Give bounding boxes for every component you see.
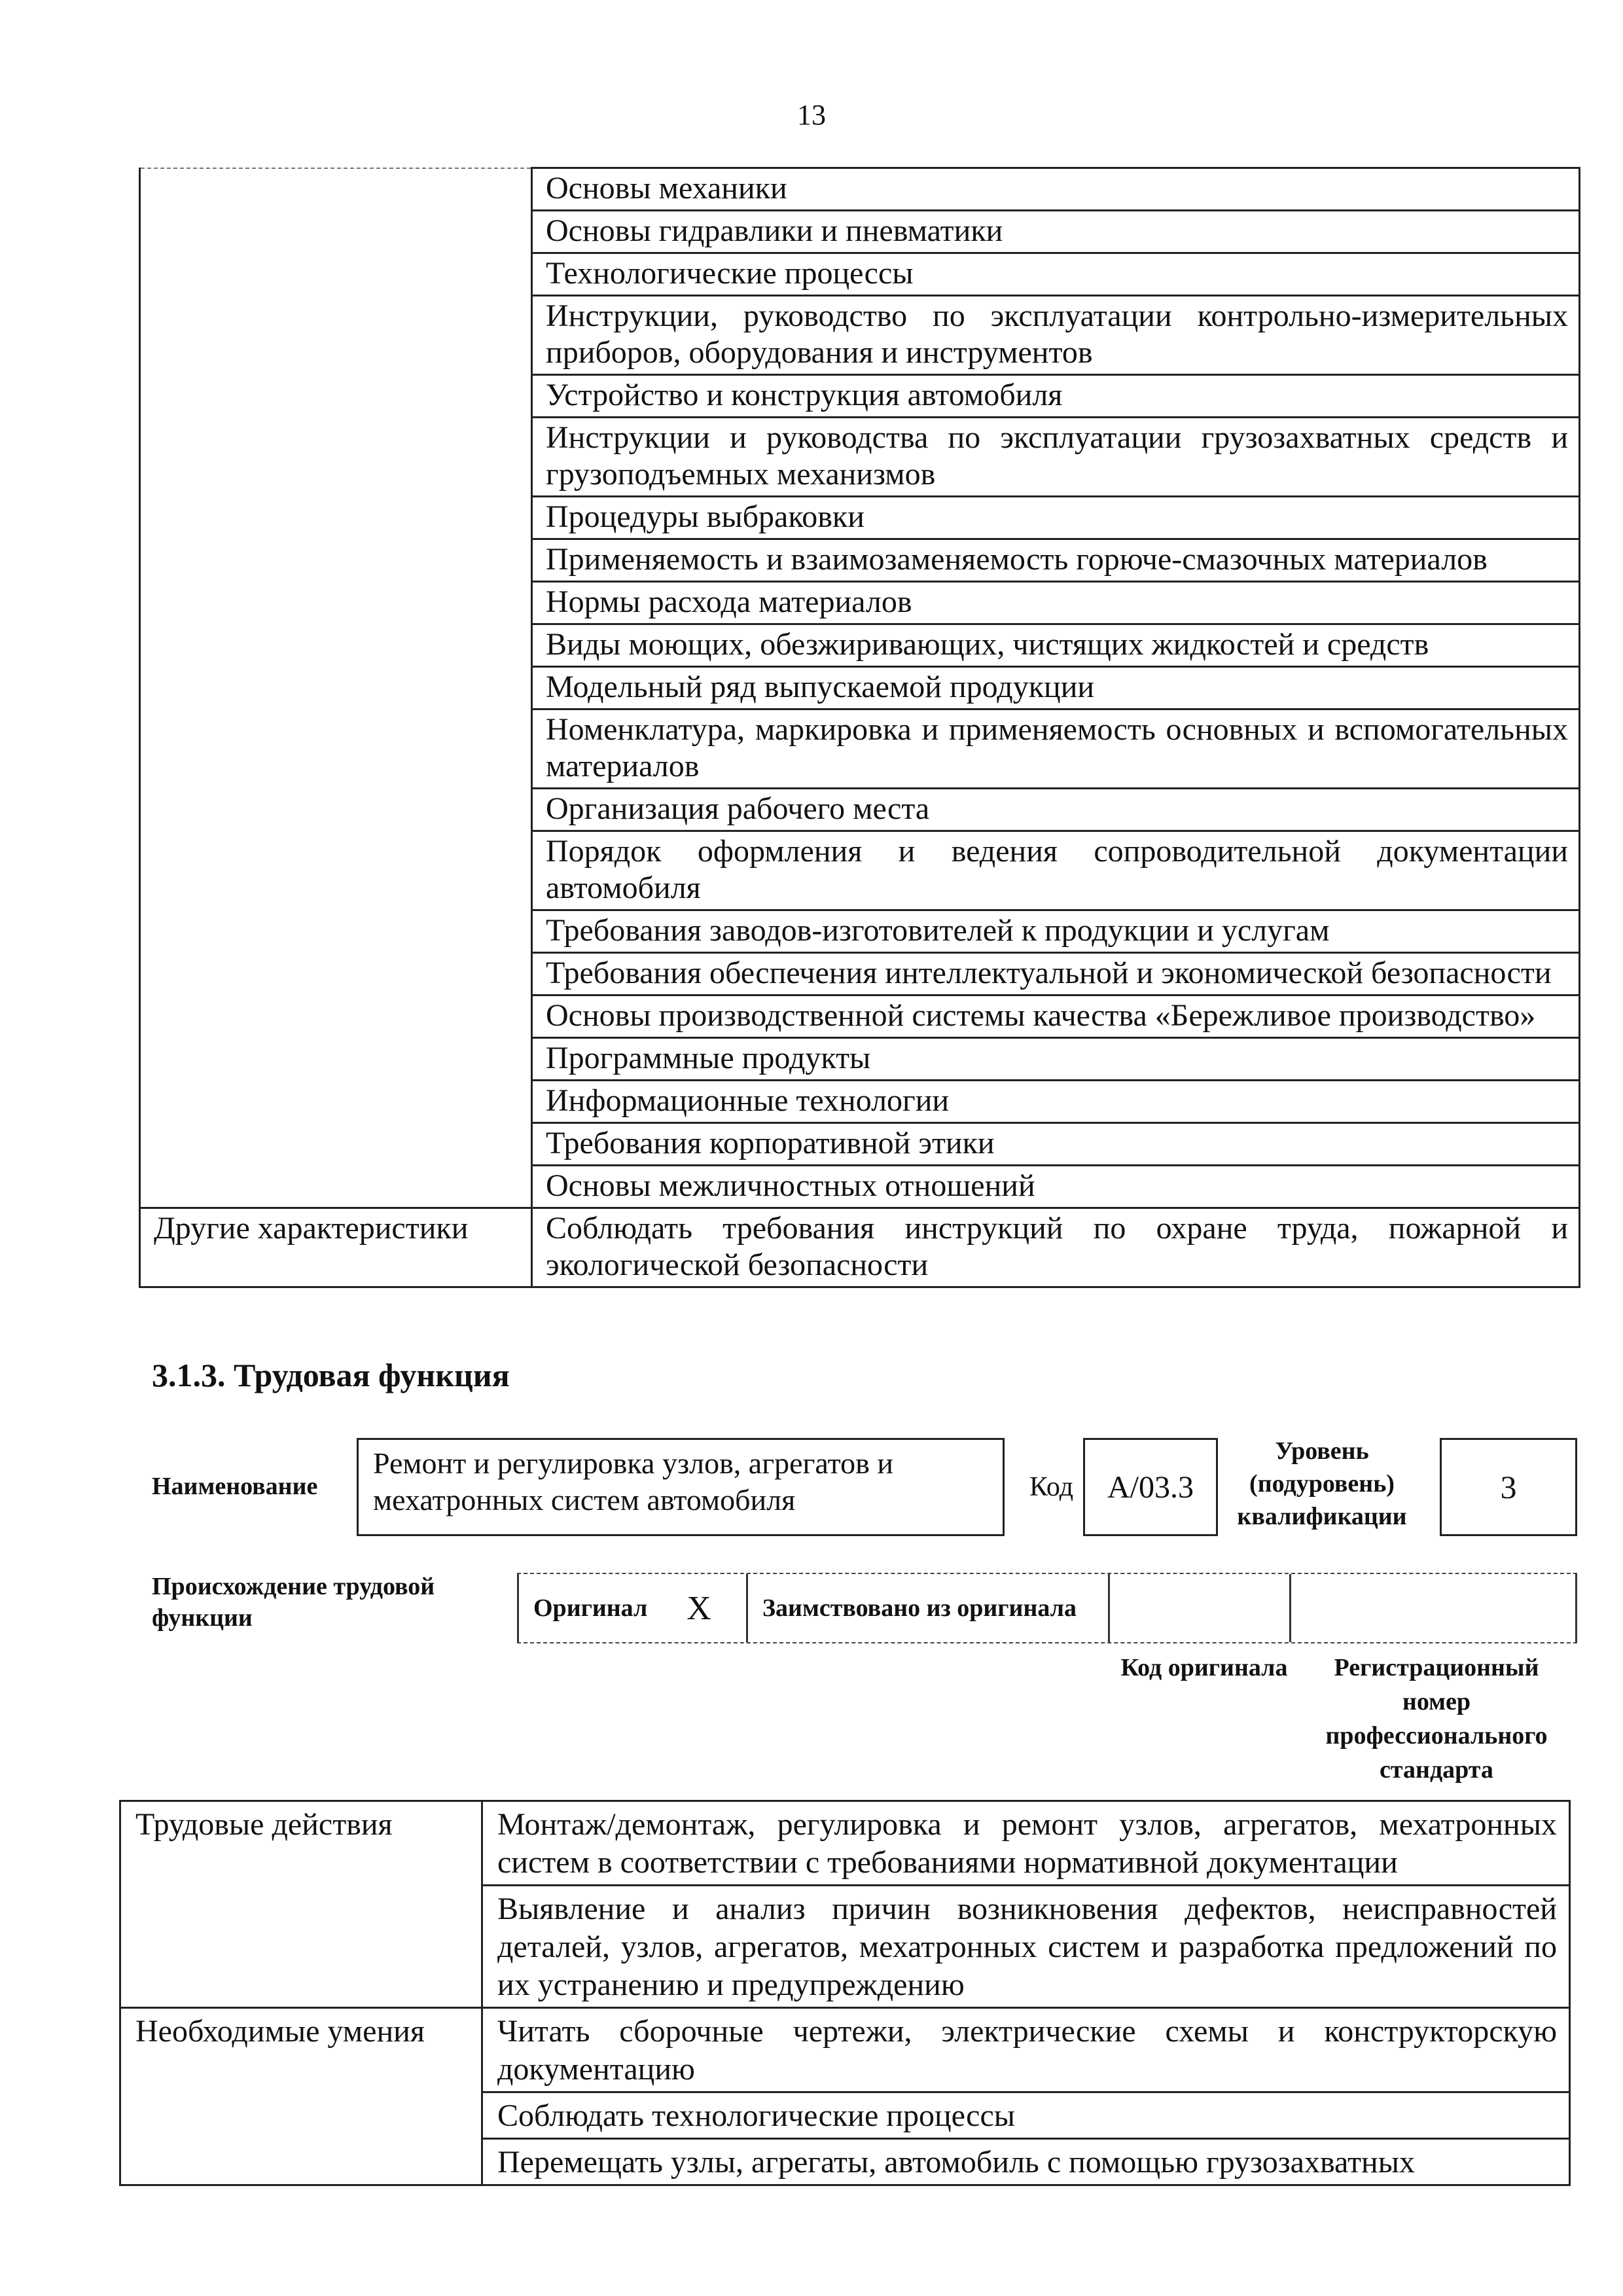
origin-original-cell: [517, 1574, 746, 1642]
table-row: [120, 1801, 1570, 1886]
table-row: [140, 168, 1580, 211]
page-number: 13: [797, 99, 826, 131]
action-item: Выявление и анализ причин возникновения дефектов, неисправностей деталей, узлов, агрегатов, мехатронных систем и разработка предложений по их устранению и предупреждению: [482, 1886, 1570, 2008]
knowledge-item: Основы межличностных отношений: [532, 1166, 1580, 1208]
origin-label: Происхождение трудовой функции: [152, 1573, 435, 1632]
function-name-box: Ремонт и регулировка узлов, агрегатов и мехатронных систем автомобиля: [357, 1438, 1005, 1536]
other-characteristics-text: Соблюдать требования инструкций по охране труда, пожарной и экологической безопасности: [532, 1208, 1580, 1287]
other-characteristics-label: Другие характеристики: [140, 1208, 532, 1287]
origin-original-label: Оригинал: [533, 1594, 648, 1622]
skill-item: Читать сборочные чертежи, электрические схемы и конструкторскую документацию: [482, 2008, 1570, 2092]
reg-number-caption: Регистрационный номер профессионального стандарта: [1325, 1654, 1548, 1784]
table-row: [140, 1208, 1580, 1287]
knowledge-item: Инструкции и руководства по эксплуатации грузозахватных средств и грузоподъемных механизмов: [532, 418, 1580, 497]
knowledge-item: Применяемость и взаимозаменяемость горюче-смазочных материалов: [532, 539, 1580, 582]
knowledge-item: Программные продукты: [532, 1038, 1580, 1081]
knowledge-item: Организация рабочего места: [532, 789, 1580, 831]
table-row: [120, 2008, 1570, 2092]
knowledge-item: Требования корпоративной этики: [532, 1123, 1580, 1166]
knowledge-item: Основы гидравлики и пневматики: [532, 211, 1580, 253]
origin-original-mark: X: [687, 1589, 711, 1627]
code-box: А/03.3: [1083, 1438, 1218, 1536]
origin-borrowed-cell: [746, 1574, 1108, 1642]
knowledge-item: Основы производственной системы качества «Бережливое производство»: [532, 996, 1580, 1038]
actions-table: [119, 1800, 1571, 2186]
knowledge-item: Порядок оформления и ведения сопроводительной документации автомобиля: [532, 831, 1580, 910]
skill-item: Соблюдать технологические процессы: [482, 2092, 1570, 2139]
knowledge-item: Устройство и конструкция автомобиля: [532, 375, 1580, 418]
skills-label: Необходимые умения: [120, 2008, 482, 2185]
knowledge-item: Модельный ряд выпускаемой продукции: [532, 667, 1580, 709]
knowledge-item: Виды моющих, обезжиривающих, чистящих жидкостей и средств: [532, 624, 1580, 667]
knowledge-item: Нормы расхода материалов: [532, 582, 1580, 624]
knowledge-item: Требования обеспечения интеллектуальной и экономической безопасности: [532, 953, 1580, 996]
qualification-level-box: 3: [1440, 1438, 1577, 1536]
knowledge-item: Основы механики: [532, 168, 1580, 211]
knowledge-item: Информационные технологии: [532, 1081, 1580, 1123]
qualification-level-label: Уровень (подуровень) квалификации: [1237, 1437, 1407, 1530]
name-label: Наименование: [152, 1473, 318, 1500]
action-item: Монтаж/демонтаж, регулировка и ремонт узлов, агрегатов, мехатронных систем в соответствии с требованиями нормативной документации: [482, 1801, 1570, 1886]
knowledge-item: Технологические процессы: [532, 253, 1580, 296]
actions-label: Трудовые действия: [120, 1801, 482, 2008]
origin-code-cell: [1108, 1574, 1289, 1642]
origin-row: [517, 1573, 1577, 1643]
knowledge-item: Процедуры выбраковки: [532, 497, 1580, 539]
knowledge-label-cell: [140, 168, 532, 1208]
knowledge-item: Требования заводов-изготовителей к продукции и услугам: [532, 910, 1580, 953]
knowledge-item: Инструкции, руководство по эксплуатации контрольно-измерительных приборов, оборудования и инструментов: [532, 296, 1580, 375]
code-label: Код: [1029, 1472, 1074, 1502]
origin-reg-number-cell: [1289, 1574, 1577, 1642]
knowledge-item: Номенклатура, маркировка и применяемость основных и вспомогательных материалов: [532, 709, 1580, 789]
knowledge-table: [139, 167, 1580, 1288]
section-title: 3.1.3. Трудовая функция: [152, 1357, 510, 1393]
origin-code-caption: Код оригинала: [1120, 1654, 1288, 1681]
skill-item: Перемещать узлы, агрегаты, автомобиль с помощью грузозахватных: [482, 2139, 1570, 2185]
origin-borrowed-label: Заимствовано из оригинала: [762, 1594, 1077, 1622]
